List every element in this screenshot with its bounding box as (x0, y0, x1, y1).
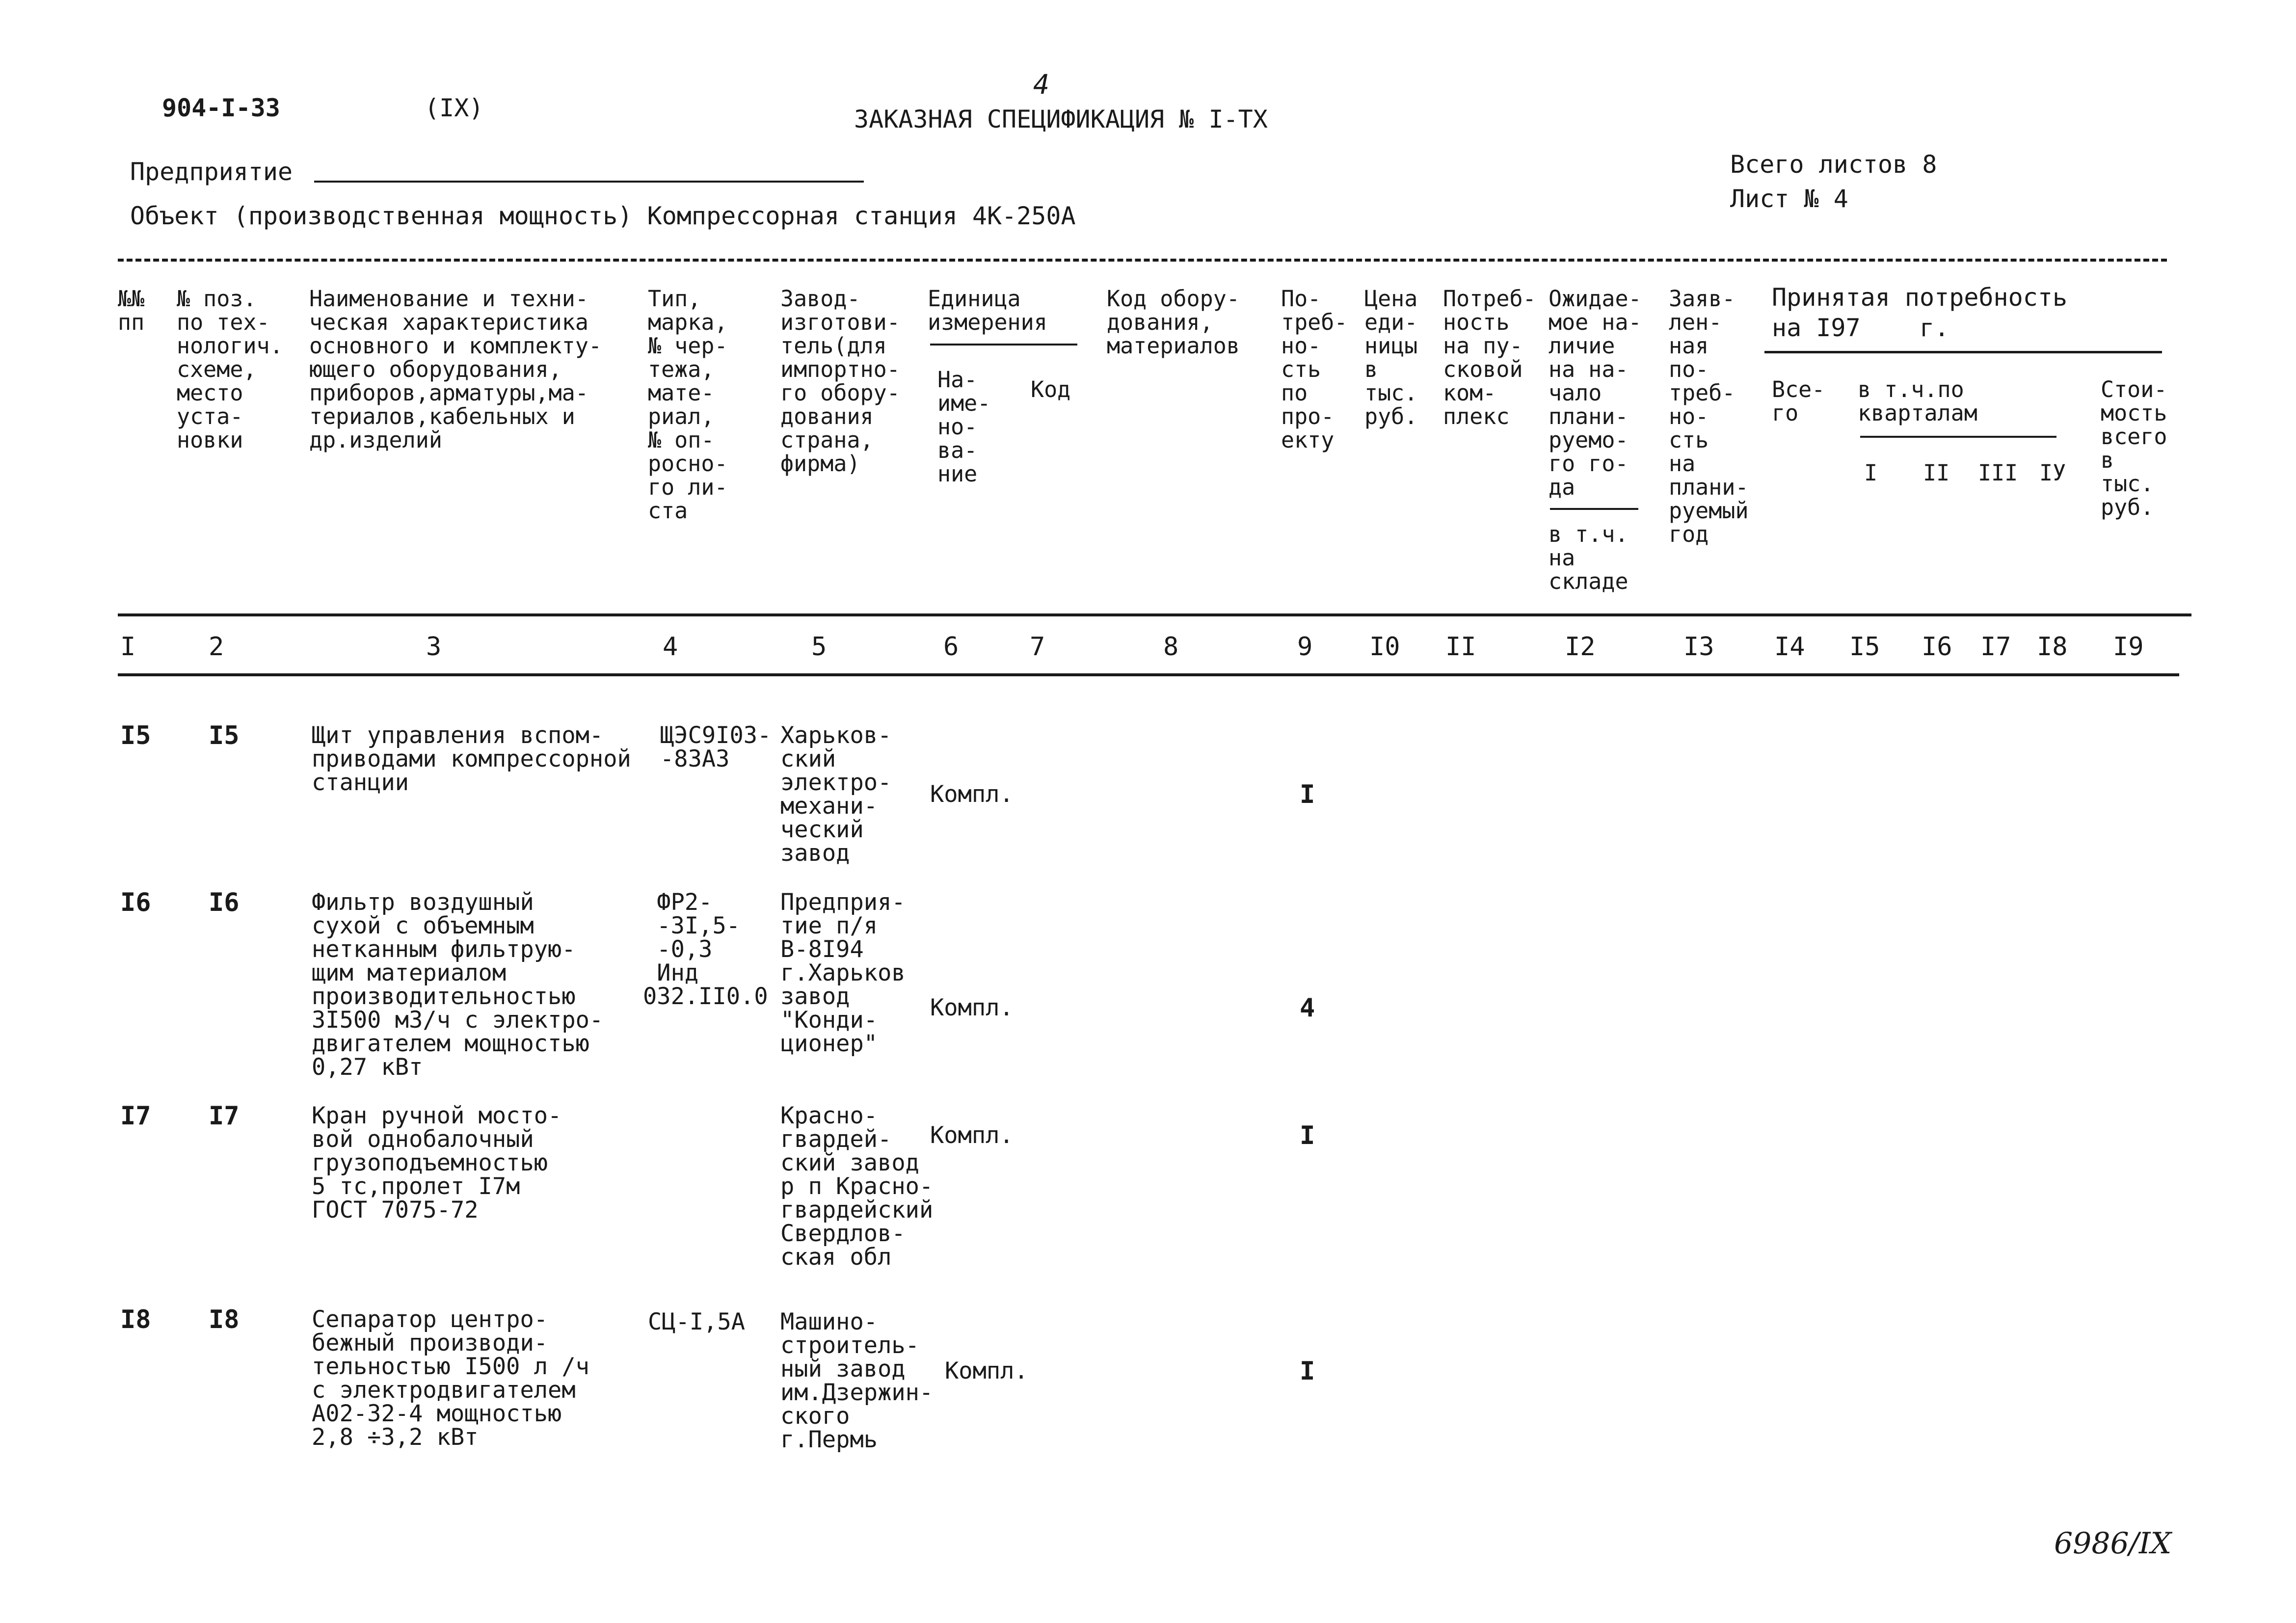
col-number-3: 3 (426, 632, 442, 662)
col-header-q1: I (1864, 460, 1878, 486)
table-top-rule (118, 259, 2167, 262)
col-number-5: 5 (811, 632, 827, 662)
col-number-19: I9 (2113, 632, 2144, 662)
total-sheets: Всего листов 8 (1730, 150, 1937, 179)
col-header-quarters: в т.ч.по кварталам (1858, 376, 1977, 426)
enterprise-label: Предприятие (130, 158, 293, 186)
col-header-7: Код (1031, 376, 1071, 402)
document-code: 904-I-33 (162, 94, 280, 122)
row-1-unit: Компл. (930, 781, 1014, 808)
row-4-position: I8 (209, 1305, 240, 1334)
col-header-6: На- име- но- ва- ние (937, 367, 991, 487)
row-1-quantity: I (1300, 780, 1315, 809)
row-2-number: I6 (120, 888, 151, 917)
col-header-q2: II (1923, 460, 1950, 486)
col-header-q3: III (1978, 460, 2018, 486)
row-1-type: ЩЭС9I03- -83А3 (660, 722, 772, 772)
col-number-18: I8 (2037, 632, 2068, 662)
col-header-4: Тип, марка, № чер- тежа, мате- риал, № оп- росно- го ли- ста (648, 286, 728, 524)
archive-stamp: 6986/IX (2054, 1526, 2172, 1561)
col-header-10: Цена еди- ницы в тыс. руб. (1364, 286, 1418, 429)
sheet-number: Лист № 4 (1730, 185, 1848, 213)
row-1-number: I5 (120, 721, 151, 750)
row-3-quantity: I (1300, 1121, 1315, 1150)
col-number-11: II (1445, 632, 1476, 662)
quarters-rule (1860, 436, 2056, 438)
col-number-16: I6 (1922, 632, 1952, 662)
col-number-1: I (120, 632, 136, 662)
col-header-3: Наименование и техни- ческая характеристика основного и комплекту- ющего оборудования, приборов,арматуры,ма- териалов,кабельных и др.изделий (309, 286, 602, 453)
row-2-name: Фильтр воздушный сухой с объемным нетканным фильтрую- щим материалом производительностью 3I500 м3/ч с электро- двигателем мощностью 0,27 кВт (312, 889, 604, 1081)
page-mark: 4 (1033, 69, 1050, 100)
row-3-unit: Компл. (930, 1122, 1014, 1149)
accepted-rule (1764, 351, 2162, 353)
col-header-11: Потреб- ность на пу- сковой ком- плекс (1443, 286, 1536, 429)
row-4-type: СЦ-I,5А (648, 1308, 746, 1335)
col-header-1: №№ пп (118, 286, 145, 335)
col-header-19: Стои- мость всего в тыс. руб. (2101, 376, 2167, 520)
row-2-manufacturer: Предприя- тие п/я В-8I94 г.Харьков завод "Конди- ционер" (780, 889, 906, 1057)
col-numbers-rule (118, 673, 2179, 676)
col-header-9: По- треб- но- сть по про- екту (1281, 286, 1348, 453)
row-3-name: Кран ручной мосто- вой однобалочный грузоподъемностью 5 тс,пролет I7м ГОСТ 7075-72 (312, 1102, 562, 1224)
row-2-type: ФР2- -3I,5- -0,3 Инд 032.II0.0 (643, 889, 768, 1010)
col-number-12: I2 (1565, 632, 1596, 662)
col-header-12: Ожидае- мое на- личие на на- чало плани- руемо- го го- да (1548, 286, 1642, 500)
row-2-unit: Компл. (930, 994, 1014, 1021)
header-bottom-rule (118, 613, 2191, 616)
row-3-position: I7 (209, 1101, 240, 1131)
document-title: ЗАКАЗНАЯ СПЕЦИФИКАЦИЯ № I-ТХ (854, 105, 1268, 133)
row-4-unit: Компл. (945, 1357, 1028, 1384)
row-4-number: I8 (120, 1305, 151, 1334)
col-header-q4: IУ (2039, 460, 2066, 486)
col-number-9: 9 (1297, 632, 1313, 662)
row-4-name: Сепаратор центро- бежный производи- тельностью I500 л /ч с электродвигателем А02-32-4 мощностью 2,8 ÷3,2 кВт (312, 1306, 589, 1451)
row-2-position: I6 (209, 888, 240, 917)
col-number-2: 2 (209, 632, 224, 662)
col-number-10: I0 (1369, 632, 1400, 662)
col-header-13: Заяв- лен- ная по- треб- но- сть на плани- руемый год (1669, 286, 1749, 547)
col-12-rule (1550, 508, 1638, 510)
col-header-2: № поз. по тех- нологич. схеме, место уста- новки (177, 286, 283, 453)
col-header-8: Код обору- дования, материалов (1107, 286, 1240, 359)
row-1-manufacturer: Харьков- ский электро- механи- ческий завод (780, 722, 892, 867)
unit-group-rule (930, 344, 1077, 346)
col-number-7: 7 (1030, 632, 1045, 662)
col-header-accepted: Принятая потребность на I97 г. (1772, 283, 2068, 342)
row-1-position: I5 (209, 721, 240, 750)
col-number-13: I3 (1683, 632, 1714, 662)
col-number-8: 8 (1163, 632, 1179, 662)
col-header-14: Все- го (1772, 376, 1825, 426)
col-header-5: Завод- изготови- тель(для импортно- го обору- дования страна, фирма) (780, 286, 900, 477)
col-number-15: I5 (1849, 632, 1880, 662)
col-number-17: I7 (1980, 632, 2011, 662)
row-1-name: Щит управления вспом- приводами компрессорной станции (312, 722, 631, 796)
col-header-unit-group: Единица измерения (928, 286, 1047, 335)
object-line: Объект (производственная мощность) Компрессорная станция 4К-250А (130, 202, 1076, 230)
row-3-manufacturer: Красно- гвардей- ский завод р п Красно- гвардейский Свердлов- ская обл (780, 1102, 934, 1271)
col-number-14: I4 (1774, 632, 1805, 662)
col-number-6: 6 (943, 632, 959, 662)
row-2-quantity: 4 (1300, 993, 1315, 1023)
enterprise-underline (314, 181, 864, 183)
section-number: (IX) (425, 94, 484, 122)
row-4-quantity: I (1300, 1357, 1315, 1386)
row-3-number: I7 (120, 1101, 151, 1131)
row-4-manufacturer: Машино- строитель- ный завод им.Дзержин- ского г.Пермь (780, 1308, 934, 1453)
col-number-4: 4 (663, 632, 678, 662)
col-header-12-sub: в т.ч. на складе (1548, 521, 1629, 594)
